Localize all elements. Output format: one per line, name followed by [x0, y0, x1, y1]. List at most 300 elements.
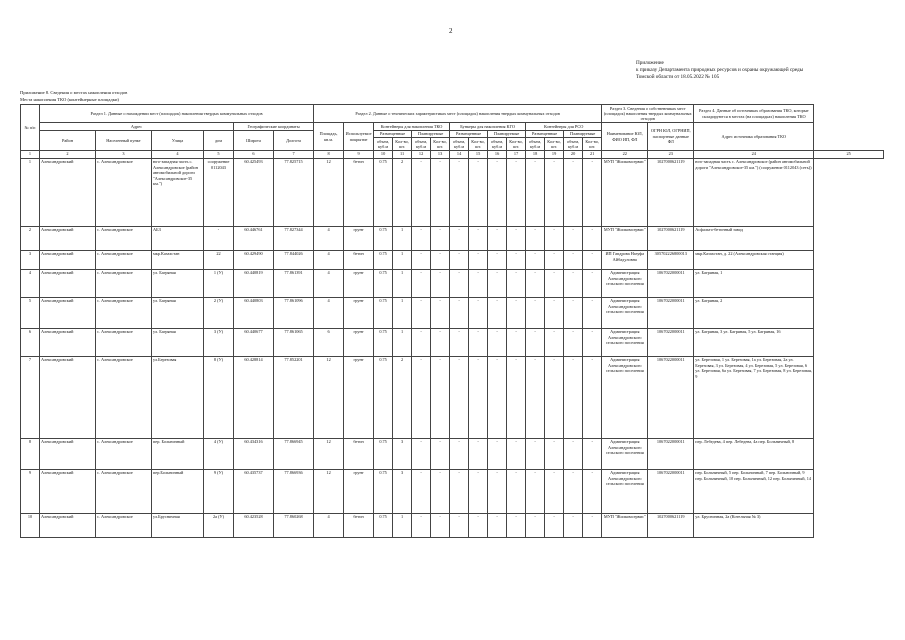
- empty-dash-cell: -: [450, 158, 469, 226]
- settlement-cell: с. Александровское: [96, 226, 152, 250]
- area-cell: 12: [314, 158, 344, 226]
- empty-dash-cell: -: [507, 297, 526, 328]
- longitude-cell: 77.861391: [274, 269, 314, 297]
- latitude-cell: 60.440819: [234, 269, 274, 297]
- column-number: 25: [814, 150, 884, 158]
- header-rso-planned: Планируемые: [564, 130, 602, 137]
- latitude-cell: 60.440803: [234, 297, 274, 328]
- empty-dash-cell: -: [469, 356, 488, 438]
- quantity-cell: 1: [393, 226, 412, 250]
- settlement-cell: с. Александровское: [96, 269, 152, 297]
- empty-dash-cell: -: [507, 328, 526, 356]
- source-address-cell: ул. Багряная, 1: [694, 269, 814, 297]
- empty-dash-cell: -: [564, 250, 583, 269]
- empty-dash-cell: -: [450, 469, 469, 513]
- district-cell: Александровский: [40, 158, 96, 226]
- latitude-cell: 60.434316: [234, 438, 274, 469]
- caption-line-1: Приложение 8. Сведения о местах накопления отходов: [20, 90, 128, 95]
- row-number: 5: [21, 297, 40, 328]
- empty-dash-cell: -: [545, 356, 564, 438]
- source-address-cell: ул. Багряная, 2: [694, 297, 814, 328]
- empty-dash-cell: -: [431, 269, 450, 297]
- header-district: Район: [40, 130, 96, 150]
- row-number: 7: [21, 356, 40, 438]
- surface-cell: грунт: [344, 328, 374, 356]
- source-address-cell: ул. Багряная, 3 ул. Багряная, 5 ул. Багряная, 16: [694, 328, 814, 356]
- header-quantity: Кол-во, шт.: [583, 138, 602, 151]
- empty-dash-cell: -: [469, 438, 488, 469]
- header-volume: объем, куб.м: [526, 138, 545, 151]
- surface-cell: грунт: [344, 226, 374, 250]
- area-cell: 12: [314, 356, 344, 438]
- header-street: Улица: [152, 130, 204, 150]
- house-cell: 9 (У): [204, 469, 234, 513]
- empty-dash-cell: -: [583, 226, 602, 250]
- empty-dash-cell: -: [583, 269, 602, 297]
- volume-cell: 0.75: [374, 356, 393, 438]
- row-number: 10: [21, 513, 40, 537]
- empty-dash-cell: -: [564, 356, 583, 438]
- header-section-1: Раздел 1. Данные о нахождении мест (площадок) накопления твердых коммунальных отходов: [40, 105, 314, 123]
- latitude-cell: 60.428814: [234, 356, 274, 438]
- street-cell: пер. Больничный: [152, 438, 204, 469]
- empty-dash-cell: -: [545, 269, 564, 297]
- empty-dash-cell: -: [526, 226, 545, 250]
- table-row: [21, 250, 884, 269]
- latitude-cell: 60.429490: [234, 250, 274, 269]
- empty-dash-cell: -: [431, 356, 450, 438]
- latitude-cell: 60.440677: [234, 328, 274, 356]
- settlement-cell: с. Александровское: [96, 158, 152, 226]
- empty-dash-cell: -: [564, 513, 583, 537]
- column-number: 23: [648, 150, 694, 158]
- ogrn-cell: 1067022000011: [648, 438, 694, 469]
- house-cell: 8 (У): [204, 356, 234, 438]
- street-cell: ул. Багряная: [152, 297, 204, 328]
- empty-dash-cell: -: [526, 356, 545, 438]
- volume-cell: 0.75: [374, 469, 393, 513]
- house-cell: 4 (У): [204, 438, 234, 469]
- street-cell: юго-западная часть с. Александровское (район автомобильной дороги "Александровское-35 км."): [152, 158, 204, 226]
- surface-cell: бетон: [344, 438, 374, 469]
- empty-dash-cell: -: [469, 513, 488, 537]
- row-number: 8: [21, 438, 40, 469]
- longitude-cell: 77.860268: [274, 513, 314, 537]
- header-owner-name: Наименование ЮЛ, ФИО ИП, ФЛ: [602, 123, 648, 151]
- latitude-cell: 60.423528: [234, 513, 274, 537]
- empty-dash-cell: -: [583, 469, 602, 513]
- caption-line-2: Места накопления ТКО (контейнерные площадки): [20, 96, 119, 102]
- longitude-cell: 77.852201: [274, 356, 314, 438]
- empty-dash-cell: -: [412, 158, 431, 226]
- column-number: 24: [694, 150, 814, 158]
- house-cell: сооружение 0112043: [204, 158, 234, 226]
- table-caption: [20, 90, 127, 103]
- empty-dash-cell: -: [526, 297, 545, 328]
- table-row: [21, 469, 884, 513]
- empty-dash-cell: -: [412, 226, 431, 250]
- volume-cell: 0.75: [374, 250, 393, 269]
- empty-dash-cell: -: [450, 269, 469, 297]
- header-house: дом: [204, 130, 234, 150]
- empty-dash-cell: -: [469, 328, 488, 356]
- empty-dash-cell: -: [488, 469, 507, 513]
- header-quantity: Кол-во, шт.: [507, 138, 526, 151]
- empty-dash-cell: -: [564, 269, 583, 297]
- empty-dash-cell: -: [564, 158, 583, 226]
- empty-dash-cell: -: [526, 158, 545, 226]
- empty-dash-cell: -: [412, 269, 431, 297]
- owner-name-cell: Администрация Александровского сельского поселения: [602, 356, 648, 438]
- table-row: [21, 328, 884, 356]
- area-cell: 4: [314, 297, 344, 328]
- column-number: 18: [526, 150, 545, 158]
- empty-dash-cell: -: [431, 438, 450, 469]
- empty-dash-cell: -: [488, 356, 507, 438]
- empty-dash-cell: -: [488, 297, 507, 328]
- empty-dash-cell: -: [469, 250, 488, 269]
- volume-cell: 0.75: [374, 513, 393, 537]
- ogrn-cell: 1027000621119: [648, 513, 694, 537]
- empty-dash-cell: -: [469, 469, 488, 513]
- empty-dash-cell: -: [431, 513, 450, 537]
- header-volume: объем, куб.м: [374, 138, 393, 151]
- table-row: [21, 438, 884, 469]
- empty-dash-cell: -: [526, 269, 545, 297]
- column-number: 6: [234, 150, 274, 158]
- settlement-cell: с. Александровское: [96, 250, 152, 269]
- empty-dash-cell: -: [507, 226, 526, 250]
- street-cell: ул. Багряная: [152, 269, 204, 297]
- latitude-cell: 60.435737: [234, 469, 274, 513]
- empty-dash-cell: -: [583, 438, 602, 469]
- empty-dash-cell: -: [431, 297, 450, 328]
- empty-dash-cell: -: [526, 513, 545, 537]
- empty-dash-cell: -: [507, 250, 526, 269]
- empty-dash-cell: -: [488, 438, 507, 469]
- page-number: 2: [449, 27, 453, 35]
- longitude-cell: 77.844026: [274, 250, 314, 269]
- empty-dash-cell: -: [488, 226, 507, 250]
- district-cell: Александровский: [40, 438, 96, 469]
- ogrn-cell: 305702226800013: [648, 250, 694, 269]
- quantity-cell: 1: [393, 328, 412, 356]
- column-number: 3: [96, 150, 152, 158]
- empty-dash-cell: -: [507, 356, 526, 438]
- empty-dash-cell: -: [412, 438, 431, 469]
- settlement-cell: с. Александровское: [96, 356, 152, 438]
- empty-dash-cell: -: [545, 513, 564, 537]
- header-rso-placed: Размещенные: [526, 130, 564, 137]
- empty-dash-cell: -: [450, 297, 469, 328]
- volume-cell: 0.75: [374, 328, 393, 356]
- district-cell: Александровский: [40, 226, 96, 250]
- empty-dash-cell: -: [488, 250, 507, 269]
- settlement-cell: с. Александровское: [96, 513, 152, 537]
- header-volume: объем, куб.м: [450, 138, 469, 151]
- empty-dash-cell: -: [545, 250, 564, 269]
- owner-name-cell: МУП "Жилкомсервис": [602, 513, 648, 537]
- empty-dash-cell: -: [526, 469, 545, 513]
- source-address-cell: ул. Брусничная, 2а (Котельная № 3): [694, 513, 814, 537]
- column-number: 11: [393, 150, 412, 158]
- row-number: 1: [21, 158, 40, 226]
- volume-cell: 0.75: [374, 158, 393, 226]
- longitude-cell: 77.866945: [274, 438, 314, 469]
- surface-cell: бетон: [344, 513, 374, 537]
- empty-dash-cell: -: [450, 226, 469, 250]
- volume-cell: 0.75: [374, 269, 393, 297]
- settlement-cell: с. Александровское: [96, 297, 152, 328]
- header-kgo-planned: Планируемые: [488, 130, 526, 137]
- column-number: 8: [314, 150, 344, 158]
- owner-name-cell: Администрация Александровского сельского поселения: [602, 269, 648, 297]
- empty-dash-cell: -: [545, 297, 564, 328]
- house-cell: 2а (У): [204, 513, 234, 537]
- empty-dash-cell: -: [545, 469, 564, 513]
- longitude-cell: 77.866936: [274, 469, 314, 513]
- header-quantity: Кол-во, шт.: [469, 138, 488, 151]
- row-number: 6: [21, 328, 40, 356]
- column-number: 20: [564, 150, 583, 158]
- header-line-1: Приложение: [636, 60, 664, 66]
- empty-dash-cell: -: [507, 513, 526, 537]
- street-cell: мкр.Казахстан: [152, 250, 204, 269]
- empty-dash-cell: -: [412, 328, 431, 356]
- empty-dash-cell: -: [412, 250, 431, 269]
- area-cell: 12: [314, 469, 344, 513]
- latitude-cell: 60.446761: [234, 226, 274, 250]
- header-bunkers: Бункеры для накопления КГО: [450, 123, 526, 130]
- column-number: 7: [274, 150, 314, 158]
- house-cell: -: [204, 226, 234, 250]
- longitude-cell: 77.825715: [274, 158, 314, 226]
- owner-name-cell: МУП "Жилкомсервис": [602, 226, 648, 250]
- empty-dash-cell: -: [507, 469, 526, 513]
- area-cell: 4: [314, 226, 344, 250]
- volume-cell: 0.75: [374, 438, 393, 469]
- empty-dash-cell: -: [507, 438, 526, 469]
- empty-dash-cell: -: [583, 356, 602, 438]
- empty-dash-cell: -: [545, 328, 564, 356]
- column-number: 16: [488, 150, 507, 158]
- header-number: № п/п: [21, 105, 40, 151]
- table-row: [21, 297, 884, 328]
- header-volume: объем, куб.м: [412, 138, 431, 151]
- header-kgo-placed: Размещенные: [450, 130, 488, 137]
- empty-dash-cell: -: [450, 438, 469, 469]
- empty-dash-cell: -: [507, 158, 526, 226]
- empty-dash-cell: -: [450, 250, 469, 269]
- column-number: 21: [583, 150, 602, 158]
- owner-name-cell: Администрация Александровского сельского поселения: [602, 328, 648, 356]
- table-row: [21, 158, 884, 226]
- district-cell: Александровский: [40, 269, 96, 297]
- empty-dash-cell: -: [526, 250, 545, 269]
- header-tko-placed: Размещенные: [374, 130, 412, 137]
- house-cell: 2 (У): [204, 297, 234, 328]
- empty-dash-cell: -: [583, 250, 602, 269]
- empty-dash-cell: -: [431, 250, 450, 269]
- empty-dash-cell: -: [469, 158, 488, 226]
- empty-dash-cell: -: [564, 438, 583, 469]
- street-cell: АБЗ: [152, 226, 204, 250]
- header-area: Площадь, кв.м.: [314, 123, 344, 151]
- district-cell: Александровский: [40, 469, 96, 513]
- owner-name-cell: Администрация Александровского сельского поселения: [602, 469, 648, 513]
- area-cell: 12: [314, 438, 344, 469]
- table-row: [21, 356, 884, 438]
- header-line-3: Томской области от 18.05.2022 № 105: [636, 74, 720, 80]
- empty-dash-cell: -: [564, 297, 583, 328]
- volume-cell: 0.75: [374, 226, 393, 250]
- owner-name-cell: МУП "Жилкомсервис": [602, 158, 648, 226]
- empty-dash-cell: -: [526, 438, 545, 469]
- area-cell: 4: [314, 513, 344, 537]
- header-lon: Долгота: [274, 130, 314, 150]
- header-quantity: Кол-во, шт.: [545, 138, 564, 151]
- header-source-address: Адрес источника образования ТКО: [694, 123, 814, 151]
- surface-cell: бетон: [344, 250, 374, 269]
- empty-dash-cell: -: [488, 513, 507, 537]
- column-number: 14: [450, 150, 469, 158]
- column-number: 22: [602, 150, 648, 158]
- ogrn-cell: 1027000621119: [648, 158, 694, 226]
- area-cell: 4: [314, 250, 344, 269]
- quantity-cell: 2: [393, 356, 412, 438]
- column-number: 1: [21, 150, 40, 158]
- longitude-cell: 77.861096: [274, 297, 314, 328]
- surface-cell: грунт: [344, 269, 374, 297]
- empty-dash-cell: -: [545, 226, 564, 250]
- empty-dash-cell: -: [450, 513, 469, 537]
- header-line-2: к приказу Департамента природных ресурсов и охраны окружающей среды: [636, 67, 804, 73]
- row-number: 3: [21, 250, 40, 269]
- district-cell: Александровский: [40, 250, 96, 269]
- empty-dash-cell: -: [583, 297, 602, 328]
- table-body: [21, 150, 884, 537]
- street-cell: пер.Больничный: [152, 469, 204, 513]
- source-address-cell: пер. Лебедева, 4 пер. Лебедева, 4а пер. Больничный, 8: [694, 438, 814, 469]
- column-number: 15: [469, 150, 488, 158]
- district-cell: Александровский: [40, 356, 96, 438]
- empty-dash-cell: -: [431, 158, 450, 226]
- settlement-cell: с. Александровское: [96, 328, 152, 356]
- source-address-cell: мкр.Казахстан, д. 22 (Александровская станция): [694, 250, 814, 269]
- waste-sites-table: [20, 104, 884, 538]
- column-number: 17: [507, 150, 526, 158]
- surface-cell: бетон: [344, 158, 374, 226]
- ogrn-cell: 1067022000011: [648, 469, 694, 513]
- empty-dash-cell: -: [564, 226, 583, 250]
- empty-dash-cell: -: [583, 328, 602, 356]
- empty-dash-cell: -: [583, 158, 602, 226]
- surface-cell: грунт: [344, 297, 374, 328]
- empty-dash-cell: -: [526, 328, 545, 356]
- header-owner-ogrn: ОГРН ЮЛ, ОГРНИП, паспортные данные ФЛ: [648, 123, 694, 151]
- settlement-cell: с. Александровское: [96, 469, 152, 513]
- area-cell: 6: [314, 328, 344, 356]
- empty-dash-cell: -: [488, 328, 507, 356]
- quantity-cell: 1: [393, 513, 412, 537]
- row-number: 2: [21, 226, 40, 250]
- table-row: [21, 269, 884, 297]
- header-volume: объем, куб.м: [488, 138, 507, 151]
- longitude-cell: 77.827344: [274, 226, 314, 250]
- empty-dash-cell: -: [412, 469, 431, 513]
- table-row: [21, 513, 884, 537]
- header-surface: Используемое покрытие: [344, 123, 374, 151]
- column-number: 19: [545, 150, 564, 158]
- empty-dash-cell: -: [450, 328, 469, 356]
- district-cell: Александровский: [40, 328, 96, 356]
- row-number: 9: [21, 469, 40, 513]
- owner-name-cell: Администрация Александровского сельского поселения: [602, 297, 648, 328]
- header-settlement: Населенный пункт: [96, 130, 152, 150]
- ogrn-cell: 1067022000011: [648, 356, 694, 438]
- district-cell: Александровский: [40, 513, 96, 537]
- empty-dash-cell: -: [488, 269, 507, 297]
- quantity-cell: 3: [393, 469, 412, 513]
- header-address: Адрес: [40, 123, 234, 130]
- ogrn-cell: 1067022000011: [648, 297, 694, 328]
- empty-dash-cell: -: [412, 356, 431, 438]
- latitude-cell: 60.425493: [234, 158, 274, 226]
- surface-cell: грунт: [344, 469, 374, 513]
- street-cell: ул.Березовая: [152, 356, 204, 438]
- column-number: 13: [431, 150, 450, 158]
- header-quantity: Кол-во, шт.: [431, 138, 450, 151]
- empty-dash-cell: -: [564, 469, 583, 513]
- quantity-cell: 1: [393, 250, 412, 269]
- street-cell: ул. Багряная: [152, 328, 204, 356]
- row-number: 4: [21, 269, 40, 297]
- header-volume: объем, куб.м: [564, 138, 583, 151]
- header-section-3: Раздел 3. Сведения о собственниках мест (площадок) накопления твердых коммунальных отходов: [602, 105, 694, 123]
- header-tko-planned: Планируемые: [412, 130, 450, 137]
- street-cell: ул.Брусничная: [152, 513, 204, 537]
- source-address-cell: юго-западная часть с. Александровское (район автомобильной дороги "Александровское-35 км.") (сооружение 0112043 (сеть)): [694, 158, 814, 226]
- header-geo: Географические координаты: [234, 123, 314, 130]
- header-containers-rso: Контейнеры для РСО: [526, 123, 602, 130]
- area-cell: 4: [314, 269, 344, 297]
- house-cell: 3 (У): [204, 328, 234, 356]
- empty-dash-cell: -: [564, 328, 583, 356]
- column-number: 9: [344, 150, 374, 158]
- house-cell: 22: [204, 250, 234, 269]
- column-number: 4: [152, 150, 204, 158]
- empty-dash-cell: -: [545, 158, 564, 226]
- ogrn-cell: 1067022000011: [648, 328, 694, 356]
- quantity-cell: 1: [393, 269, 412, 297]
- header-lat: Широта: [234, 130, 274, 150]
- surface-cell: грунт: [344, 356, 374, 438]
- empty-dash-cell: -: [583, 513, 602, 537]
- empty-dash-cell: -: [469, 269, 488, 297]
- source-address-cell: Асфальто-бетонный завод: [694, 226, 814, 250]
- quantity-cell: 3: [393, 438, 412, 469]
- column-numbers-row: [21, 150, 884, 158]
- order-header: [636, 60, 803, 81]
- empty-dash-cell: -: [545, 438, 564, 469]
- quantity-cell: 1: [393, 297, 412, 328]
- empty-dash-cell: -: [412, 513, 431, 537]
- empty-dash-cell: -: [431, 328, 450, 356]
- header-section-4: Раздел 4. Данные об источниках образования ТКО, которые складируются в местах (на площадках) накопления ТКО: [694, 105, 814, 123]
- volume-cell: 0.75: [374, 297, 393, 328]
- empty-dash-cell: -: [431, 226, 450, 250]
- empty-dash-cell: -: [488, 158, 507, 226]
